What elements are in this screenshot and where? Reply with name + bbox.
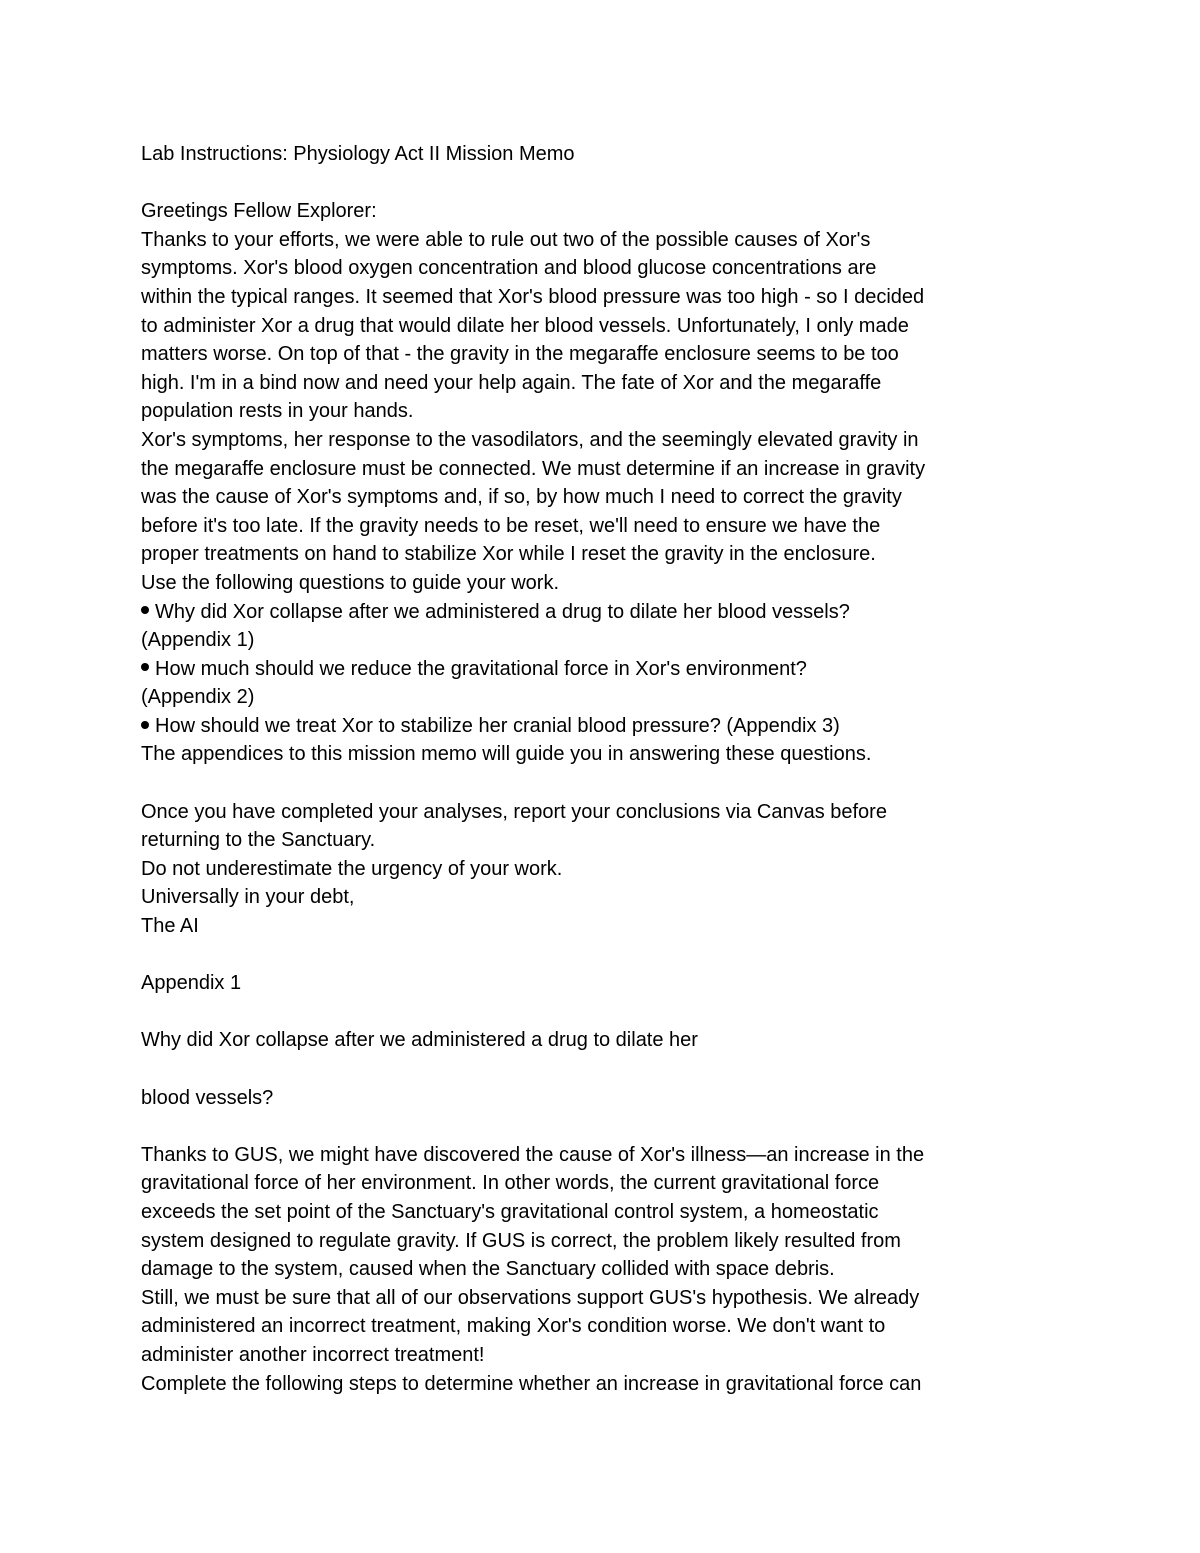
appendix-body-line: system designed to regulate gravity. If GUS is correct, the problem likely resulted from xyxy=(141,1229,901,1252)
intro-line: was the cause of Xor's symptoms and, if so, by how much I need to correct the gravity xyxy=(141,486,902,509)
question-text: How much should we reduce the gravitational force in Xor's environment? xyxy=(155,657,807,680)
question-item xyxy=(141,655,1001,684)
signature: The AI xyxy=(141,915,199,938)
question-item xyxy=(141,712,1001,741)
intro-line: Thanks to your efforts, we were able to rule out two of the possible causes of Xor's xyxy=(141,228,871,251)
appendix-body-line: Still, we must be sure that all of our observations support GUS's hypothesis. We already xyxy=(141,1286,920,1309)
closing-line: Once you have completed your analyses, report your conclusions via Canvas before xyxy=(141,800,887,823)
intro-line: Xor's symptoms, her response to the vasodilators, and the seemingly elevated gravity in xyxy=(141,428,919,451)
intro-line: before it's too late. If the gravity needs to be reset, we'll need to ensure we have the xyxy=(141,514,881,537)
intro-line: within the typical ranges. It seemed that Xor's blood pressure was too high - so I decided xyxy=(141,285,925,308)
bullet-icon xyxy=(141,606,149,614)
appendix-heading: Appendix 1 xyxy=(141,972,242,995)
question-text: Why did Xor collapse after we administered a drug to dilate her blood vessels? xyxy=(155,600,850,623)
intro-line: Use the following questions to guide your work. xyxy=(141,571,560,594)
appendix-question: blood vessels? xyxy=(141,1086,274,1109)
intro-line: symptoms. Xor's blood oxygen concentration and blood glucose concentrations are xyxy=(141,257,877,280)
intro-line: to administer Xor a drug that would dilate her blood vessels. Unfortunately, I only made xyxy=(141,314,909,337)
appendix-body-line: Complete the following steps to determine whether an increase in gravitational force can xyxy=(141,1372,922,1395)
document-title: Lab Instructions: Physiology Act II Mission Memo xyxy=(141,143,575,165)
spacer xyxy=(141,1112,1001,1141)
question-ref: (Appendix 1) xyxy=(141,629,255,652)
spacer xyxy=(141,998,1001,1027)
bullet-icon xyxy=(141,663,149,671)
intro-line: the megaraffe enclosure must be connected. We must determine if an increase in gravity xyxy=(141,457,926,480)
question-item xyxy=(141,598,1001,627)
appendix-body-line: administer another incorrect treatment! xyxy=(141,1343,485,1366)
appendix-body-line: damage to the system, caused when the Sanctuary collided with space debris. xyxy=(141,1258,835,1281)
appendix-body-line: administered an incorrect treatment, making Xor's condition worse. We don't want to xyxy=(141,1315,886,1338)
document-page xyxy=(141,140,1001,1398)
closing-line: Universally in your debt, xyxy=(141,886,355,909)
question-ref: (Appendix 2) xyxy=(141,686,255,709)
appendices-note: The appendices to this mission memo will guide you in answering these questions. xyxy=(141,743,872,766)
spacer xyxy=(141,769,1001,798)
spacer xyxy=(141,1055,1001,1084)
closing-line: Do not underestimate the urgency of your work. xyxy=(141,857,563,880)
appendix-question: Why did Xor collapse after we administered a drug to dilate her xyxy=(141,1029,698,1052)
appendix-body-line: Thanks to GUS, we might have discovered the cause of Xor's illness—an increase in the xyxy=(141,1143,925,1166)
spacer xyxy=(141,169,1001,198)
intro-line: proper treatments on hand to stabilize Xor while I reset the gravity in the enclosure. xyxy=(141,543,876,566)
bullet-icon xyxy=(141,721,149,729)
closing-line: returning to the Sanctuary. xyxy=(141,829,376,852)
appendix-body-line: gravitational force of her environment. In other words, the current gravitational force xyxy=(141,1172,880,1195)
intro-line: matters worse. On top of that - the gravity in the megaraffe enclosure seems to be too xyxy=(141,343,899,366)
appendix-body-line: exceeds the set point of the Sanctuary's gravitational control system, a homeostatic xyxy=(141,1200,879,1223)
intro-line: population rests in your hands. xyxy=(141,400,414,423)
intro-line: high. I'm in a bind now and need your help again. The fate of Xor and the megaraffe xyxy=(141,371,882,394)
greeting: Greetings Fellow Explorer: xyxy=(141,200,377,223)
spacer xyxy=(141,941,1001,970)
question-text: How should we treat Xor to stabilize her cranial blood pressure? (Appendix 3) xyxy=(155,714,840,737)
